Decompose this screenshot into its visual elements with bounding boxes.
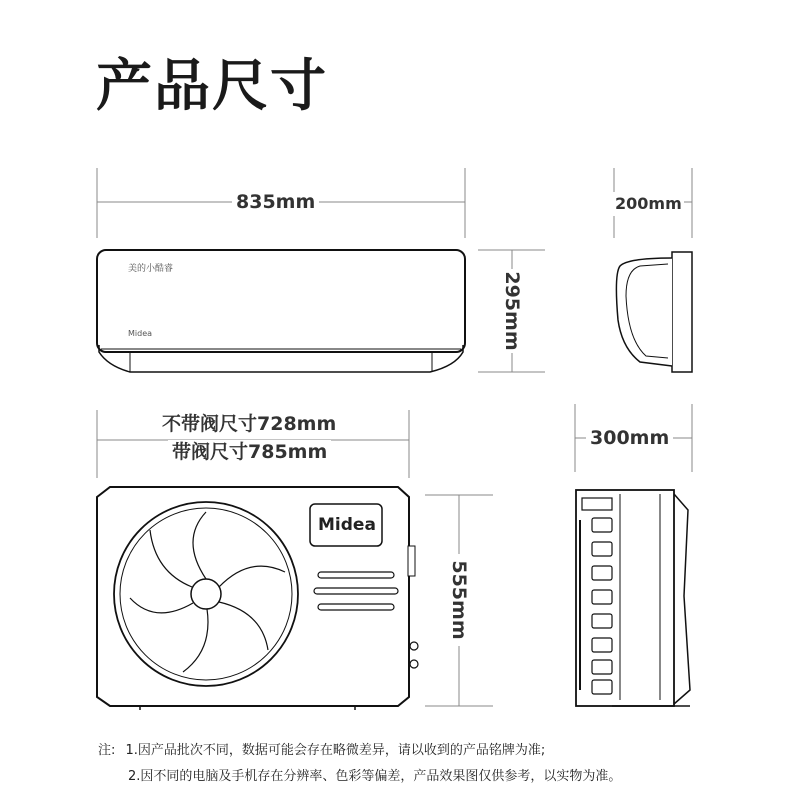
footnote-1-text: 1.因产品批次不同，数据可能会存在略微差异，请以收到的产品铭牌为准; [125, 743, 546, 758]
outdoor-logo-text: Midea [318, 515, 376, 535]
outdoor-depth-label: 300mm [586, 426, 673, 450]
indoor-logo-text: Midea [128, 329, 153, 338]
footnote-label: 注: [98, 743, 116, 758]
footnotes [98, 738, 621, 790]
footnote-1 [98, 738, 621, 764]
footnote-2-text: 2.因不同的电脑及手机存在分辨率、色彩等偏差，产品效果图仅供参考，以实物为准。 [128, 769, 622, 784]
outdoor-height-label: 555mm [447, 554, 471, 646]
footnote-2 [98, 764, 621, 790]
indoor-height-label: 295mm [500, 269, 524, 353]
indoor-depth-label: 200mm [613, 192, 684, 216]
outdoor-unit-side [576, 490, 690, 706]
indoor-width-label: 835mm [232, 190, 319, 214]
outdoor-width-line2: 带阀尺寸785mm [168, 440, 331, 464]
indoor-unit-side [616, 252, 692, 372]
outdoor-width-line1: 不带阀尺寸728mm [158, 412, 340, 436]
page-title: 产品尺寸 [96, 54, 328, 119]
indoor-brand-text: 美的小酷睿 [128, 264, 174, 274]
